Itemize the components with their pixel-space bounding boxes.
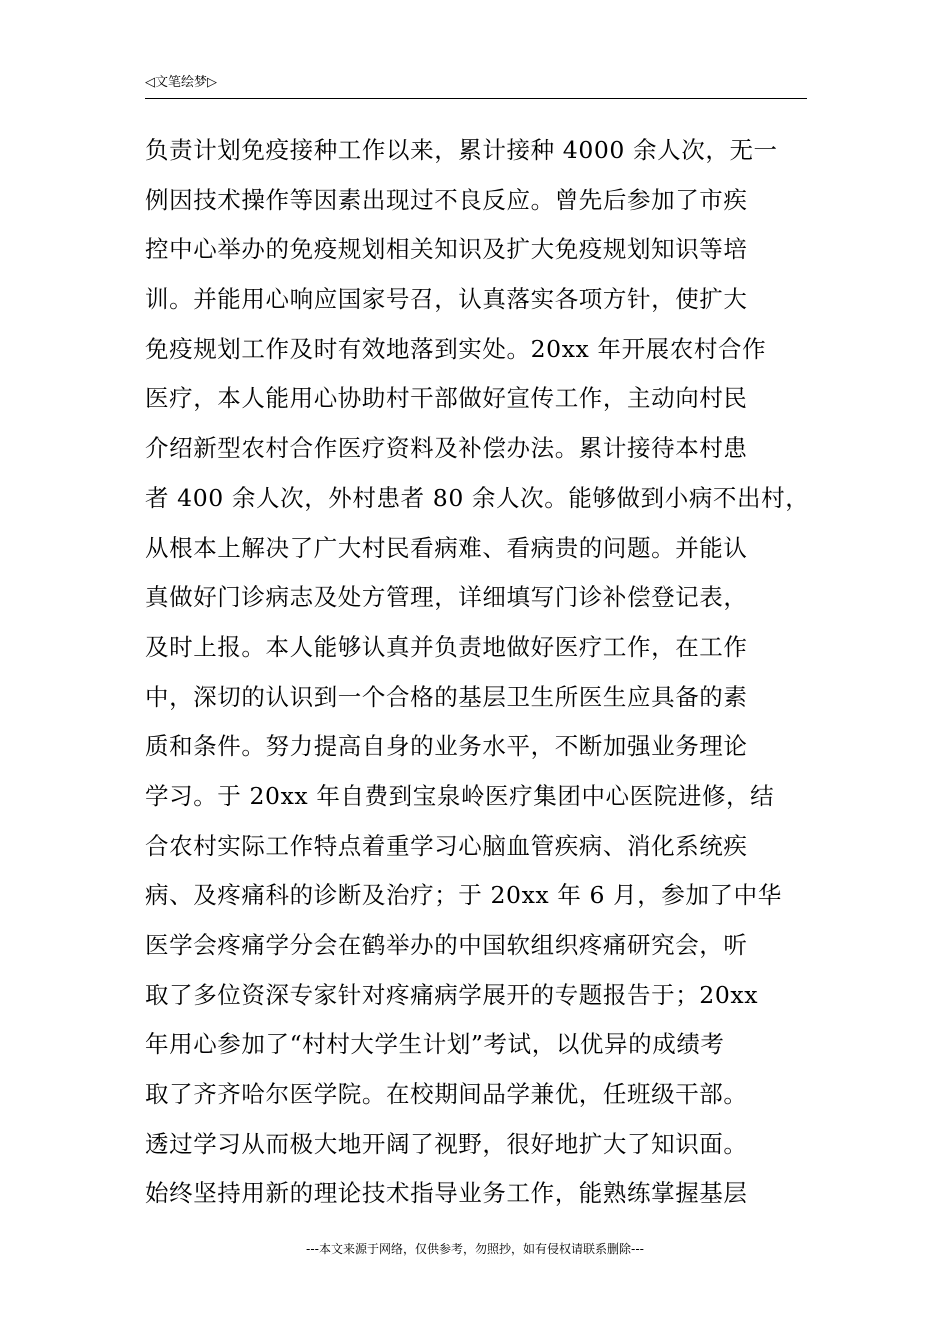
body-line: 及时上报。本人能够认真并负责地做好医疗工作，在工作	[145, 632, 748, 661]
body-line: 质和条件。努力提高自身的业务水平，不断加强业务理论	[145, 732, 748, 761]
body-line: 中，深切的认识到一个合格的基层卫生所医生应具备的素	[145, 682, 748, 711]
body-line: 年用心参加了“村村大学生计划”考试，以优异的成绩考	[145, 1030, 725, 1059]
body-line: 始终坚持用新的理论技术指导业务工作，能熟练掌握基层	[145, 1179, 748, 1208]
body-line: 取了多位资深专家针对疼痛病学展开的专题报告于；20xx	[145, 980, 759, 1009]
page-header	[145, 74, 807, 99]
body-line: 介绍新型农村合作医疗资料及补偿办法。累计接待本村患	[145, 434, 748, 463]
page-footer: ---本文来源于网络，仅供参考，勿照抄，如有侵权请联系删除---	[306, 1242, 644, 1256]
body-line: 病、及疼痛科的诊断及治疗；于 20xx 年 6 月，参加了中华	[145, 881, 782, 910]
body-line: 者 400 余人次，外村患者 80 余人次。能够做到小病不出村，	[145, 483, 810, 512]
body-line: 取了齐齐哈尔医学院。在校期间品学兼优，任班级干部。	[145, 1080, 748, 1109]
body-line: 学习。于 20xx 年自费到宝泉岭医疗集团中心医院进修，结	[145, 781, 775, 810]
body-line: 例因技术操作等因素出现过不良反应。曾先后参加了市疾	[145, 185, 748, 214]
body-line: 控中心举办的免疫规划相关知识及扩大免疫规划知识等培	[145, 235, 748, 264]
body-line: 负责计划免疫接种工作以来，累计接种 4000 余人次，无一	[145, 136, 778, 164]
body-line: 透过学习从而极大地开阔了视野，很好地扩大了知识面。	[145, 1129, 748, 1158]
body-line: 从根本上解决了广大村民看病难、看病贵的问题。并能认	[145, 533, 748, 562]
body-line: 医疗，本人能用心协助村干部做好宣传工作，主动向村民	[145, 384, 748, 413]
body-line: 训。并能用心响应国家号召，认真落实各项方针，使扩大	[145, 285, 748, 314]
body-line: 医学会疼痛学分会在鹤举办的中国软组织疼痛研究会，听	[145, 931, 748, 959]
body-line: 合农村实际工作特点着重学习心脑血管疾病、消化系统疾	[145, 831, 748, 860]
body-line: 真做好门诊病志及处方管理，详细填写门诊补偿登记表，	[145, 583, 748, 612]
header-title: ◁文笔绘梦▷	[145, 75, 217, 90]
body-line: 免疫规划工作及时有效地落到实处。20xx 年开展农村合作	[145, 334, 767, 363]
document-body	[145, 126, 815, 1219]
